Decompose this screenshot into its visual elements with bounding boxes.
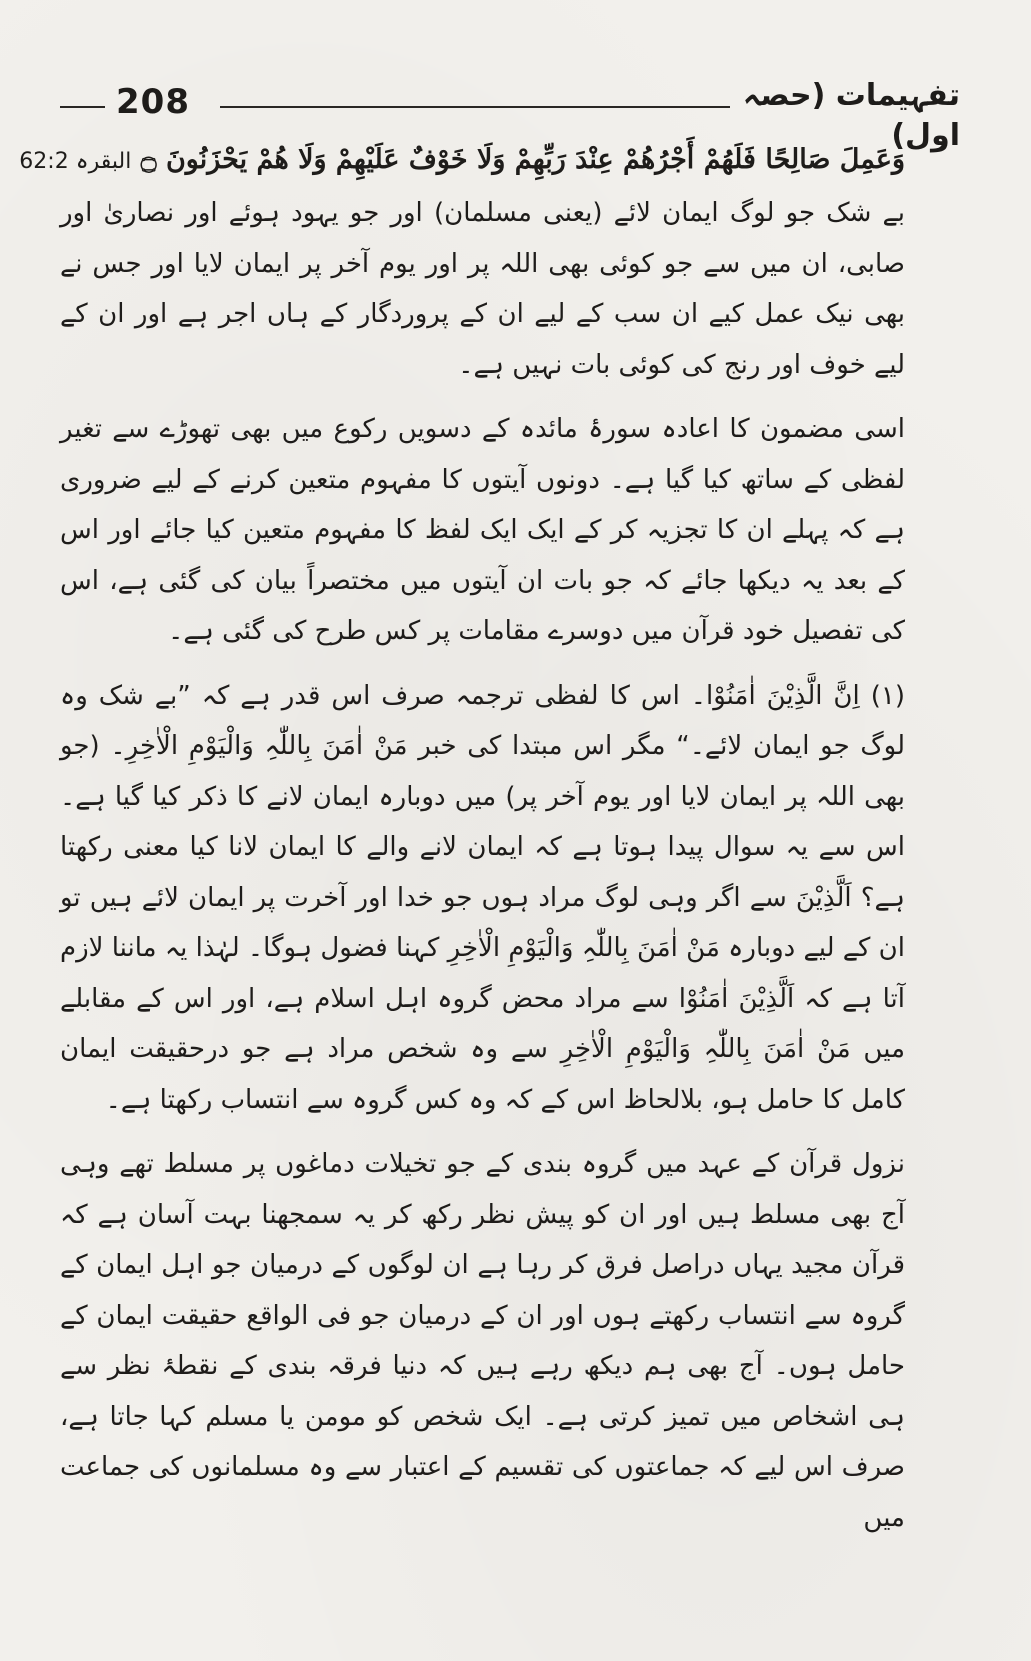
- body-paragraph: نزول قرآن کے عہد میں گروہ بندی کے جو تخیلات دماغوں پر مسلط تھے وہی آج بھی مسلط ہیں اور ان کو پیش نظر رکھ کر یہ سمجھنا بہت آسان ہے کہ قرآن مجید یہاں دراصل فرق کر رہا ہے ان لوگوں کے درمیان جو اہل ایمان کے گروہ سے انتساب رکھتے ہوں اور ان کے درمیان جو فی الواقع حقیقت ایمان کے حامل ہوں۔ آج بھی ہم دیکھ رہے ہیں کہ دنیا فرقہ بندی کے نقطۂ نظر سے ہی اشخاص میں تمیز کرتی ہے۔ ایک شخص کو مومن یا مسلم کہا جاتا ہے، صرف اس لیے کہ جماعتوں کی تقسیم کے اعتبار سے وہ مسلمانوں کی جماعت میں: [60, 1149, 906, 1533]
- page-header: [60, 72, 960, 153]
- verse-text: وَعَمِلَ صَالِحًا فَلَهُمْ أَجْرُهُمْ عِنْدَ رَبِّهِمْ وَلَا خَوْفٌ عَلَيْهِمْ وَلَا هُمْ يَحْزَنُونَ ۝: [140, 144, 905, 175]
- body-paragraph: اسی مضمون کا اعادہ سورۂ مائدہ کے دسویں رکوع میں بھی تھوڑے سے تغیر لفظی کے ساتھ کیا گیا ہے۔ دونوں آیتوں کا مفہوم متعین کرنے کے لیے ضروری ہے کہ پہلے ان کا تجزیہ کر کے ایک ایک لفظ کا مفہوم متعین کیا جائے اور اس کے بعد یہ دیکھا جائے کہ جو بات ان آیتوں میں مختصراً بیان کی گئی ہے، اس کی تفصیل خود قرآن میں دوسرے مقامات پر کس طرح کی گئی ہے۔: [60, 414, 905, 646]
- quran-verse: [19, 132, 905, 188]
- body-paragraph: (۱) اِنَّ الَّذِیْنَ اٰمَنُوْا۔ اس کا لفظی ترجمہ صرف اس قدر ہے کہ ”بے شک وہ لوگ جو ایمان لائے۔“ مگر اس مبتدا کی خبر مَنْ اٰمَنَ بِاللّٰہِ وَالْیَوْمِ الْاٰخِرِ۔ (جو بھی اللہ پر ایمان لایا اور یوم آخر پر) میں دوبارہ ایمان لانے کا ذکر کیا گیا ہے۔ اس سے یہ سوال پیدا ہوتا ہے کہ ایمان لانے والے کا ایمان لانا کیا معنی رکھتا ہے؟ اَلَّذِیْنَ سے اگر وہی لوگ مراد ہوں جو خدا اور آخرت پر ایمان لائے ہیں تو ان کے لیے دوبارہ مَنْ اٰمَنَ بِاللّٰہِ وَالْیَوْمِ الْاٰخِرِ کہنا فضول ہوگا۔ لہٰذا یہ ماننا لازم آتا ہے کہ اَلَّذِیْنَ اٰمَنُوْا سے مراد محض گروہ اہل اسلام ہے، اور اس کے مقابلے میں مَنْ اٰمَنَ بِاللّٰہِ وَالْیَوْمِ الْاٰخِرِ سے وہ شخص مراد ہے جو درحقیقت ایمان کامل کا حامل ہو، بلالحاظ اس کے کہ وہ کس گروہ سے انتساب رکھتا ہے۔: [60, 680, 905, 1115]
- running-title: تفہیمات (حصہ اول): [742, 78, 960, 153]
- verse-reference: البقرہ 62:2: [19, 149, 132, 174]
- page-number: 208: [116, 82, 190, 122]
- header-rule: [220, 106, 730, 108]
- page-body: [19, 132, 906, 1553]
- header-rule-left: [60, 106, 105, 108]
- translation-paragraph: بے شک جو لوگ ایمان لائے (یعنی مسلمان) اور جو یہود ہوئے اور نصاریٰ اور صابی، ان میں سے جو کوئی بھی اللہ پر اور یوم آخر پر ایمان لایا اور جس نے بھی نیک عمل کیے ان سب کے لیے ان کے پروردگار کے ہاں اجر ہے اور ان کے لیے خوف اور رنج کی کوئی بات نہیں ہے۔: [60, 198, 905, 380]
